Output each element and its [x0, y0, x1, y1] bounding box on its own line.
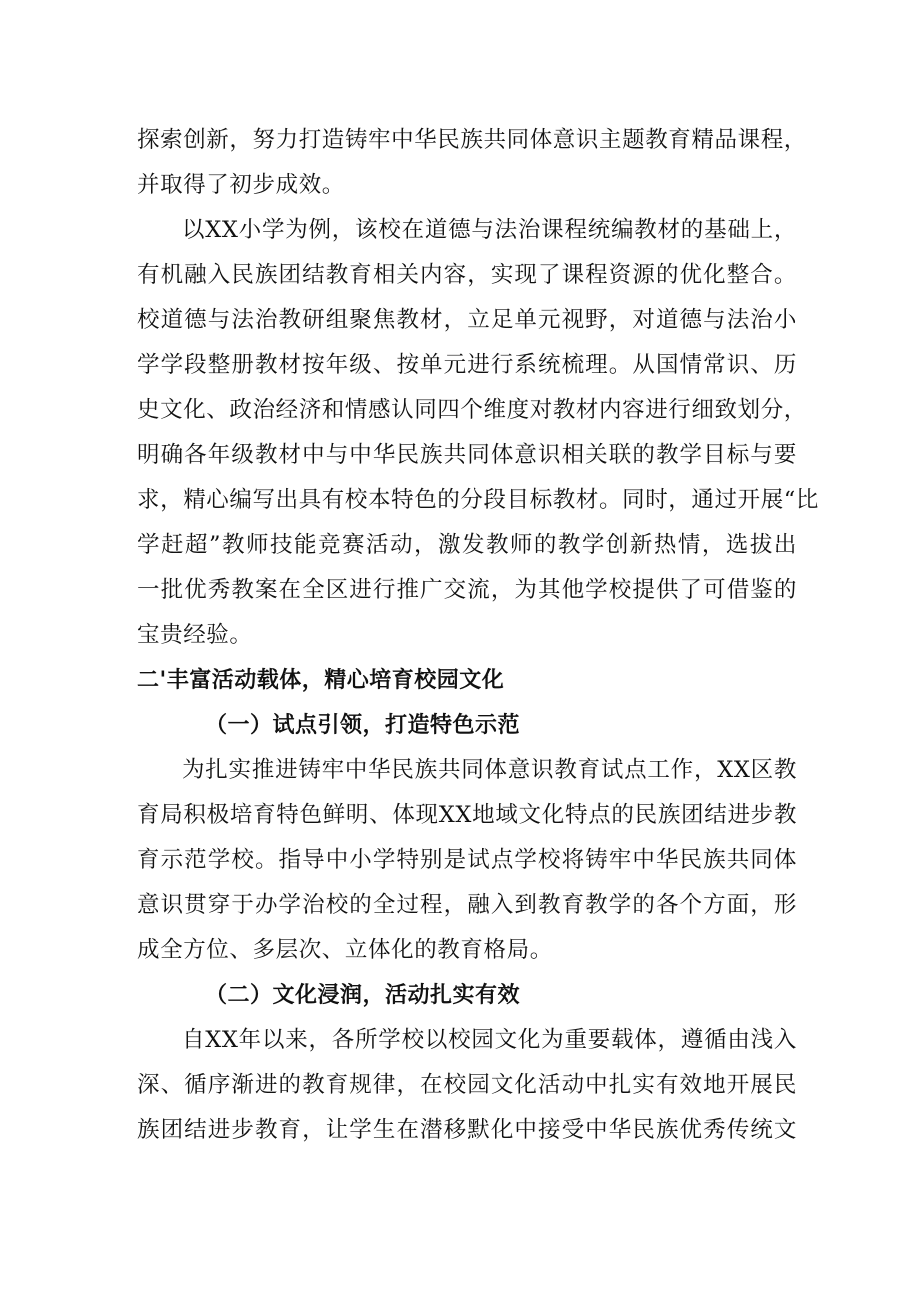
paragraph-line: 一批优秀教案在全区进行推广交流，为其他学校提供了可借鉴的	[137, 577, 797, 603]
paragraph-line: 学赶超”教师技能竞赛活动，激发教师的教学创新热情，选拔出	[137, 532, 797, 558]
section-heading: 二'丰富活动载体，精心培育校园文化	[137, 668, 505, 693]
paragraph-line: 求，精心编写出具有校本特色的分段目标教材。同时，通过开展“比	[137, 487, 820, 513]
paragraph-line: 成全方位、多层次、立体化的教育格局。	[137, 937, 553, 963]
paragraph-line: 有机融入民族团结教育相关内容，实现了课程资源的优化整合。	[137, 262, 797, 288]
paragraph-line: 史文化、政治经济和情感认同四个维度对教材内容进行细致划分，	[137, 397, 807, 423]
paragraph-line: 意识贯穿于办学治校的全过程，融入到教育教学的各个方面，形	[137, 892, 797, 918]
paragraph-line: 深、循序渐进的教育规律，在校园文化活动中扎实有效地开展民	[137, 1072, 797, 1098]
paragraph-line: 并取得了初步成效。	[137, 172, 345, 198]
paragraph-line: 以XX小学为例，该校在道德与法治课程统编教材的基础上，	[182, 217, 797, 243]
paragraph-line: 育示范学校。指导中小学特别是试点学校将铸牢中华民族共同体	[137, 847, 797, 873]
paragraph-line: 明确各年级教材中与中华民族共同体意识相关联的教学目标与要	[137, 442, 797, 468]
paragraph-line: 为扎实推进铸牢中华民族共同体意识教育试点工作，XX区教	[182, 757, 797, 783]
paragraph-line: 校道德与法治教研组聚焦教材，立足单元视野，对道德与法治小	[137, 307, 797, 333]
paragraph-line: 学学段整册教材按年级、按单元进行系统梳理。从国情常识、历	[137, 352, 797, 378]
document-page	[137, 118, 820, 1153]
paragraph-line: 育局积极培育特色鲜明、体现XX地域文化特点的民族团结进步教	[137, 802, 797, 828]
subsection-heading: （一）试点引领，打造特色示范	[205, 713, 521, 738]
paragraph-line: 族团结进步教育，让学生在潜移默化中接受中华民族优秀传统文	[137, 1117, 797, 1143]
paragraph-line: 探索创新，努力打造铸牢中华民族共同体意识主题教育精品课程，	[137, 127, 807, 153]
paragraph-line: 自XX年以来，各所学校以校园文化为重要载体，遵循由浅入	[182, 1027, 797, 1053]
paragraph-line: 宝贵经验。	[137, 622, 253, 648]
subsection-heading: （二）文化浸润，活动扎实有效	[205, 983, 521, 1008]
